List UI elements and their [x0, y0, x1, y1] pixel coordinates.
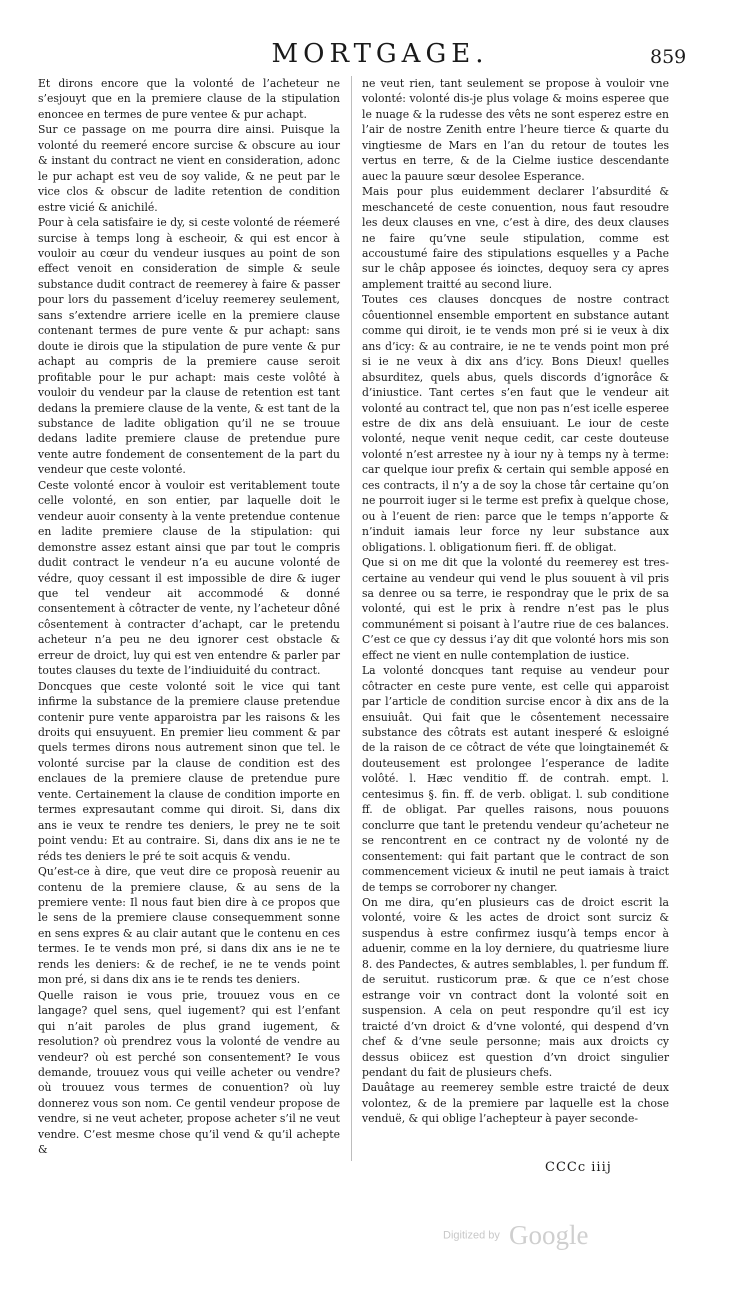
paragraph: Quelle raison ie vous prie, trouuez vous en ce langage? quel sens, quel iugement? qui est l’enfant qui n’ait paroles de plus grand iugement, & resolution? où prendrez vous la volonté de vendre au vendeur? où est perché son consentement? Ie vous demande, trouuez vous qui veille acheter ou vendre? où trouuez vous termes de conuention? où luy donnerez vous son nom. Ce gentil vendeur propose de vendre, si ne veut acheter, propose acheter s’il ne veut vendre. C’est mesme chose qu’il vend & qu’il achepte &	[38, 988, 340, 1157]
paragraph: Sur ce passage on me pourra dire ainsi. Puisque la volonté du reemeré encore surcise & obscure au iour & instant du contract ne vient en consideration, adonc le pur achapt est veu de soy valide, & ne peut par le vice clos & obscur de ladite retention de condition estre vicié & anichilé.	[38, 123, 340, 214]
running-title: MORTGAGE.	[271, 39, 489, 69]
paragraph: On me dira, qu’en plusieurs cas de droict escrit la volonté, voire & les actes de droict sont surciz & suspendus à estre confirmez iusqu’à temps encor à aduenir, comme en la loy derniere, du quatriesme liure 8. des Pandectes, & autres semblables, l. per fundum ff. de seruitut. rusticorum præ. & que ce n’est chose estrange voir vn contract dont la volonté soit en suspension. A cela on peut respondre qu’il est icy traicté d’vn droict & d’vne volonté, qui despend d’vn chef & d’vne seule personne; mais aux droicts cy dessus obiicez est question d’vn droict singulier pendant du fait de plusieurs chefs.	[362, 896, 669, 1079]
paragraph: Doncques que ceste volonté soit le vice qui tant infirme la substance de la premiere clause pretendue contenir pure vente apparoistra par les raisons & les droits qui ensuyuent. En premier lieu comment & par quels termes dirons nous autrement sinon que tel. le volonté surcise par la clause de condition est des enclaues de la premiere clause de pretendue pure vente. Certainement la clause de condition importe en termes expresautant comme qui diroit. Si, dans dix ans ie veux te rendre tes deniers, le prey ne te soit point vendu: Et au contraire. Si, dans dix ans ie ne te réds tes deniers le pré te soit acquis & vendu.	[38, 679, 340, 863]
signature-mark: CCCc iiij	[545, 1160, 612, 1175]
watermark-prefix: Digitized by	[443, 1229, 500, 1242]
paragraph: La volonté doncques tant requise au vendeur pour côtracter en ceste pure vente, est celle qui apparoist par l’article de condition surcise encor à dix ans de la ensuiuât. Qui fait que le côsentement necessaire substance des côtrats est autant inesperé & esloigné de la raison de ce côtract de véte que loingtainemét & douteusement est prolongee l’esperance de ladite volôté. l. Hæc venditio ff. de contrah. empt. l. centesimus §. fin. ff. de verb. obligat. l. sub conditione ff. de obligat. Par quelles raisons, nous pouuons conclurre que tant le pretendu vendeur qu’acheteur ne se rencontrent en ce contract ny de volonté ny de consentement: qui fait partant que le contract de son commencement vicieux & inutil ne peut iamais à traict de temps se corroborer ny changer.	[362, 664, 669, 894]
paragraph: Que si on me dit que la volonté du reemerey est tres-certaine au vendeur qui vend le plus souuent à vil pris sa denree ou sa terre, ie respondray que le prix de sa volonté, qui est le prix à rendre n’est pas le plus communément si poisant à l’autre riue de ces balances. C’est ce que cy dessus i’ay dit que volonté hors mis son effect ne vient en nulle contemplation de iustice.	[362, 556, 669, 662]
page-number: 859	[650, 46, 687, 68]
paragraph: Ceste volonté encor à vouloir est veritablement toute celle volonté, en son entier, par laquelle doit le vendeur auoir consenty à la vente pretendue contenue en ladite premiere clause de la stipulation: qui demonstre assez estant ainsi que par tout le compris dudit contract le vendeur n’a eu aucune volonté de védre, quoy cessant il est impossible de dire & iuger que tel vendeur ait accommodé & donné consentement à côtracter de vente, ny l’acheteur dôné côsentement à contracter d’achapt, car le pretendu acheteur n’a peu ne deu ignorer cest obstacle & erreur de droict, luy qui est ven entendre & parler par toutes clauses du texte de l’indiuiduité du contract.	[38, 478, 340, 678]
column-divider	[351, 76, 352, 1161]
digitized-watermark	[443, 1220, 623, 1252]
paragraph: Et dirons encore que la volonté de l’acheteur ne s’esjouyt que en la premiere clause de la stipulation enoncee en termes de pure ventee & pur achapt.	[38, 77, 340, 121]
paragraph: Pour à cela satisfaire ie dy, si ceste volonté de réemeré surcise à temps long à escheoir, & qui est encor à vouloir au cœur du vendeur iusques au point de son effect venoit en consideration de simple & seule substance dudit contract de reemerey à faire & passer pour lors du passement d’iceluy reemerey seulement, sans s’extendre arriere icelle en la premiere clause contenant termes de pure vente & pur achapt: sans doute ie dirois que la stipulation de pure vente & pur achapt au compris de la premiere cause seroit profitable pour le pur achapt: mais ceste volôté à vouloir du vendeur par la clause de retention est tant dedans la premiere clause de la vente, & est tant de la substance de ladite obligation qu’il ne se trouue dedans ladite premiere clause de pretendue pure vente autre fondement de consentement de la part du vendeur que ceste volonté.	[38, 216, 340, 477]
paragraph: Toutes ces clauses doncques de nostre contract côuentionnel ensemble emportent en substance autant comme qui diroit, ie te vends mon pré si ie veux à dix ans d’icy: & au contraire, ie ne te vends point mon pré si ie ne veux à dix ans d’icy. Bons Dieux! quelles absurditez, quels abus, quels discords d’ignorâce & d’iniustice. Tant certes s’en faut que le vendeur ait volonté au contract tel, que non pas n’est icelle esperee estre de dix ans delà ensuiuant. Le iour de ceste volonté, neque venit neque cedit, car ceste douteuse volonté n’est arrestee ny à iour ny à temps ny à terme: car quelque iour prefix & certain qui semble apposé en ces contracts, il n’y a de soy la chose târ certaine qu’on ne pourroit iuger si le terme est prefix à quelque chose, ou à l’euent de rien: parce que le temps n’apporte & n’induit iamais leur force ny leur substance aux obligations. l. obligationum fieri. ff. de obligat.	[362, 293, 669, 554]
google-logo: Google	[508, 1220, 589, 1250]
paragraph: Mais pour plus euidemment declarer l’absurdité & meschanceté de ceste conuention, nous faut resoudre les deux clauses en vne, c’est à dire, des deux clauses ne faire qu’vne seule stipulation, comme est accoustumé faire des stipulations esquelles y a Pache sur le châp apposee és ioinctes, dequoy sera cy apres amplement traitté au second liure.	[362, 185, 669, 291]
paragraph: Qu’est-ce à dire, que veut dire ce proposà reuenir au contenu de la premiere clause, & au sens de la premiere vente: Il nous faut bien dire à ce propos que le sens de la premiere clause consequemment sonne en sens expres & au clair autant que le contenu en ces termes. Ie te vends mon pré, si dans dix ans ie ne te rends les deniers: & de rechef, ie ne te vends point mon pré, si dans dix ans ie te rends tes deniers.	[38, 865, 340, 987]
paragraph: Dauâtage au reemerey semble estre traicté de deux volontez, & de la premiere par laquelle est la chose venduë, & qui oblige l’achepteur à payer seconde-	[362, 1081, 669, 1126]
left-column	[38, 76, 340, 1158]
right-column	[362, 76, 669, 1127]
paragraph: ne veut rien, tant seulement se propose à vouloir vne volonté: volonté dis-je plus volage & moins esperee que le nuage & la rudesse des vêts ne sont esperez estre en l’air de nostre Zenith entre l’heure tierce & quarte du vingtiesme de Mars en l’an du retour de toutes les vertus en terre, & de la Cielme iustice descendante auec la pauure sœur desolee Esperance.	[362, 77, 669, 183]
